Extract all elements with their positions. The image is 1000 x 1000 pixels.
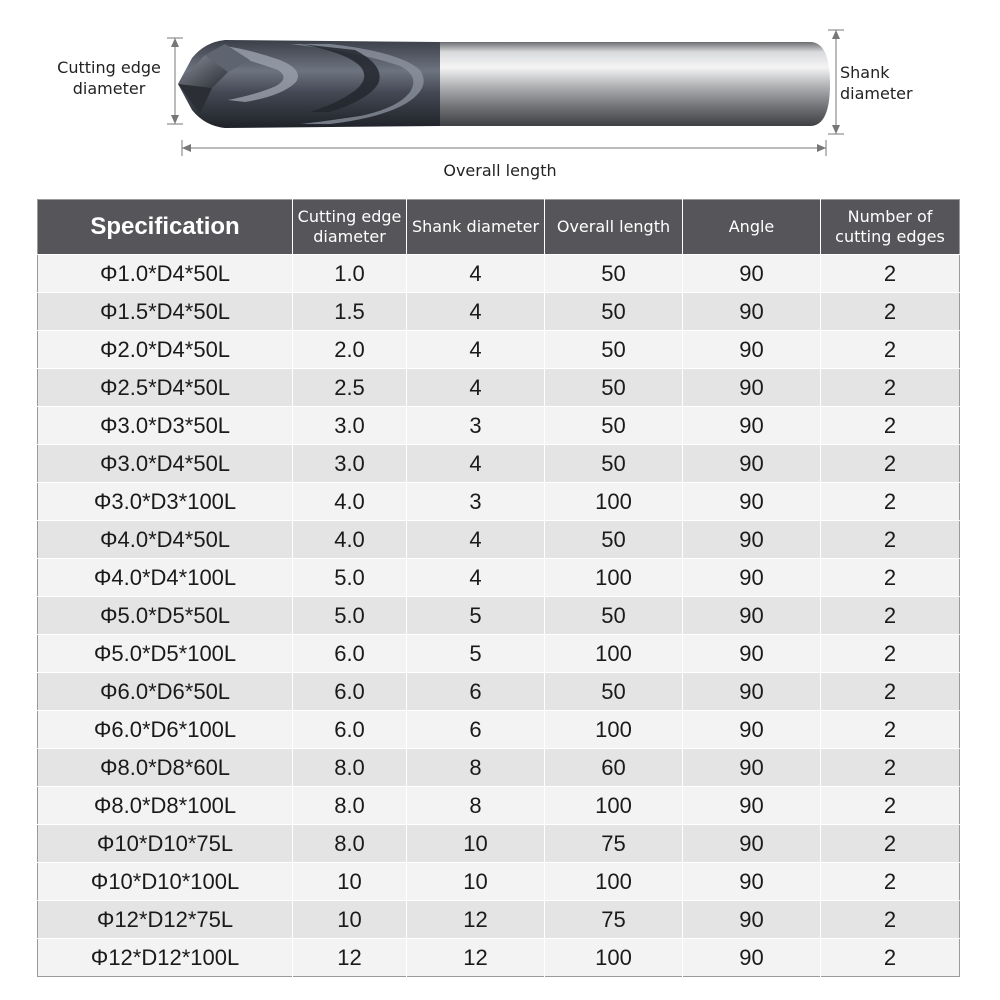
shank-diameter-cell: 6 bbox=[407, 673, 545, 711]
spec-cell: Φ3.0*D4*50L bbox=[38, 445, 293, 483]
overall-length-cell: 100 bbox=[545, 711, 683, 749]
shank-diameter-cell: 3 bbox=[407, 407, 545, 445]
overall-length-cell: 50 bbox=[545, 331, 683, 369]
cutting-edges-cell: 2 bbox=[821, 255, 960, 293]
table-row bbox=[38, 369, 960, 407]
angle-cell: 90 bbox=[683, 749, 821, 787]
shank-diameter-cell: 6 bbox=[407, 711, 545, 749]
shank-diameter-cell: 4 bbox=[407, 521, 545, 559]
table-row bbox=[38, 521, 960, 559]
overall-length-cell: 50 bbox=[545, 521, 683, 559]
shank-diameter-cell: 4 bbox=[407, 331, 545, 369]
tool-diagram bbox=[0, 0, 1000, 195]
cutting-head bbox=[178, 40, 440, 128]
angle-cell: 90 bbox=[683, 863, 821, 901]
shank-diameter-cell: 3 bbox=[407, 483, 545, 521]
angle-cell: 90 bbox=[683, 559, 821, 597]
cutting-edge-diameter-cell: 1.0 bbox=[293, 255, 407, 293]
header-cutting-edge-diameter: Cutting edge diameter bbox=[293, 200, 407, 255]
table-row bbox=[38, 863, 960, 901]
cutting-edge-diameter-cell: 2.0 bbox=[293, 331, 407, 369]
overall-length-cell: 50 bbox=[545, 369, 683, 407]
cutting-edge-diameter-cell: 6.0 bbox=[293, 673, 407, 711]
cutting-edges-cell: 2 bbox=[821, 369, 960, 407]
cutting-edges-cell: 2 bbox=[821, 863, 960, 901]
overall-length-cell: 75 bbox=[545, 825, 683, 863]
table-row bbox=[38, 901, 960, 939]
cutting-edges-cell: 2 bbox=[821, 483, 960, 521]
table-row bbox=[38, 711, 960, 749]
table-row bbox=[38, 293, 960, 331]
spec-cell: Φ6.0*D6*50L bbox=[38, 673, 293, 711]
cutting-edge-diameter-cell: 1.5 bbox=[293, 293, 407, 331]
cutting-edge-diameter-cell: 8.0 bbox=[293, 787, 407, 825]
table-row bbox=[38, 483, 960, 521]
spec-cell: Φ8.0*D8*60L bbox=[38, 749, 293, 787]
cutting-edge-diameter-cell: 10 bbox=[293, 863, 407, 901]
shank-diameter-cell: 4 bbox=[407, 559, 545, 597]
angle-cell: 90 bbox=[683, 445, 821, 483]
spec-cell: Φ12*D12*75L bbox=[38, 901, 293, 939]
cutting-edge-diameter-cell: 3.0 bbox=[293, 445, 407, 483]
cutting-edge-diameter-cell: 10 bbox=[293, 901, 407, 939]
spec-cell: Φ5.0*D5*50L bbox=[38, 597, 293, 635]
cutting-edge-diameter-cell: 5.0 bbox=[293, 597, 407, 635]
cutting-edges-cell: 2 bbox=[821, 559, 960, 597]
shank-diameter-cell: 4 bbox=[407, 445, 545, 483]
table-row bbox=[38, 597, 960, 635]
cutting-edges-cell: 2 bbox=[821, 901, 960, 939]
shank-diameter-cell: 4 bbox=[407, 293, 545, 331]
angle-cell: 90 bbox=[683, 635, 821, 673]
cutting-edge-diameter-cell: 6.0 bbox=[293, 711, 407, 749]
overall-length-cell: 50 bbox=[545, 407, 683, 445]
angle-cell: 90 bbox=[683, 331, 821, 369]
header-shank-diameter: Shank diameter bbox=[407, 200, 545, 255]
cutting-edges-cell: 2 bbox=[821, 407, 960, 445]
cutting-edges-cell: 2 bbox=[821, 635, 960, 673]
cutting-edges-cell: 2 bbox=[821, 597, 960, 635]
angle-cell: 90 bbox=[683, 407, 821, 445]
overall-length-cell: 100 bbox=[545, 559, 683, 597]
table-body bbox=[38, 255, 960, 977]
table-row bbox=[38, 673, 960, 711]
table-header-row bbox=[38, 200, 960, 255]
overall-length-cell: 50 bbox=[545, 597, 683, 635]
overall-length-cell: 100 bbox=[545, 787, 683, 825]
overall-length-cell: 50 bbox=[545, 445, 683, 483]
cutting-edges-cell: 2 bbox=[821, 711, 960, 749]
header-overall-length: Overall length bbox=[545, 200, 683, 255]
angle-cell: 90 bbox=[683, 673, 821, 711]
spec-cell: Φ2.0*D4*50L bbox=[38, 331, 293, 369]
overall-length-cell: 100 bbox=[545, 863, 683, 901]
overall-length-cell: 50 bbox=[545, 673, 683, 711]
spec-cell: Φ3.0*D3*100L bbox=[38, 483, 293, 521]
overall-length-cell: 100 bbox=[545, 483, 683, 521]
angle-cell: 90 bbox=[683, 901, 821, 939]
overall-length-cell: 60 bbox=[545, 749, 683, 787]
overall-length-cell: 75 bbox=[545, 901, 683, 939]
header-angle: Angle bbox=[683, 200, 821, 255]
shank bbox=[438, 42, 830, 126]
angle-cell: 90 bbox=[683, 939, 821, 977]
cutting-edge-diameter-cell: 4.0 bbox=[293, 521, 407, 559]
spec-cell: Φ12*D12*100L bbox=[38, 939, 293, 977]
cutting-edge-diameter-cell: 6.0 bbox=[293, 635, 407, 673]
spec-cell: Φ4.0*D4*100L bbox=[38, 559, 293, 597]
shank-diameter-label: Shank diameter bbox=[840, 63, 913, 103]
angle-cell: 90 bbox=[683, 369, 821, 407]
overall-length-cell: 50 bbox=[545, 255, 683, 293]
cutting-edges-cell: 2 bbox=[821, 787, 960, 825]
cutting-edge-diameter-cell: 8.0 bbox=[293, 825, 407, 863]
cutting-edges-cell: 2 bbox=[821, 673, 960, 711]
cutting-edges-cell: 2 bbox=[821, 825, 960, 863]
cutting-edge-diameter-cell: 4.0 bbox=[293, 483, 407, 521]
angle-cell: 90 bbox=[683, 597, 821, 635]
spec-cell: Φ5.0*D5*100L bbox=[38, 635, 293, 673]
angle-cell: 90 bbox=[683, 483, 821, 521]
table-row bbox=[38, 825, 960, 863]
table-row bbox=[38, 635, 960, 673]
cutting-edge-diameter-cell: 8.0 bbox=[293, 749, 407, 787]
shank-diameter-cell: 5 bbox=[407, 597, 545, 635]
spec-cell: Φ3.0*D3*50L bbox=[38, 407, 293, 445]
shank-diameter-cell: 4 bbox=[407, 369, 545, 407]
cutting-edges-cell: 2 bbox=[821, 293, 960, 331]
overall-length-dimension bbox=[182, 140, 826, 156]
table-row bbox=[38, 255, 960, 293]
table-row bbox=[38, 787, 960, 825]
spec-cell: Φ2.5*D4*50L bbox=[38, 369, 293, 407]
shank-diameter-cell: 5 bbox=[407, 635, 545, 673]
shank-diameter-cell: 8 bbox=[407, 749, 545, 787]
shank-diameter-cell: 4 bbox=[407, 255, 545, 293]
spec-cell: Φ10*D10*75L bbox=[38, 825, 293, 863]
cutting-edge-diameter-label: Cutting edge diameter bbox=[57, 58, 161, 98]
table-row bbox=[38, 749, 960, 787]
header-number-of-cutting-edges: Number of cutting edges bbox=[821, 200, 960, 255]
angle-cell: 90 bbox=[683, 293, 821, 331]
specification-table bbox=[37, 199, 960, 977]
cutting-edge-diameter-cell: 3.0 bbox=[293, 407, 407, 445]
header-specification: Specification bbox=[38, 200, 293, 255]
table-row bbox=[38, 331, 960, 369]
shank-diameter-cell: 12 bbox=[407, 939, 545, 977]
cutting-edges-cell: 2 bbox=[821, 331, 960, 369]
table-row bbox=[38, 445, 960, 483]
spec-cell: Φ1.5*D4*50L bbox=[38, 293, 293, 331]
shank-diameter-cell: 8 bbox=[407, 787, 545, 825]
cutting-edge-diameter-cell: 5.0 bbox=[293, 559, 407, 597]
shank-diameter-cell: 12 bbox=[407, 901, 545, 939]
spec-cell: Φ4.0*D4*50L bbox=[38, 521, 293, 559]
angle-cell: 90 bbox=[683, 521, 821, 559]
cutting-edges-cell: 2 bbox=[821, 749, 960, 787]
table-row bbox=[38, 559, 960, 597]
cutting-edge-diameter-cell: 12 bbox=[293, 939, 407, 977]
table-row bbox=[38, 939, 960, 977]
spec-cell: Φ1.0*D4*50L bbox=[38, 255, 293, 293]
cutting-edges-cell: 2 bbox=[821, 939, 960, 977]
overall-length-cell: 100 bbox=[545, 939, 683, 977]
cutting-edges-cell: 2 bbox=[821, 445, 960, 483]
shank-diameter-cell: 10 bbox=[407, 863, 545, 901]
table-row bbox=[38, 407, 960, 445]
spec-cell: Φ8.0*D8*100L bbox=[38, 787, 293, 825]
overall-length-cell: 50 bbox=[545, 293, 683, 331]
overall-length-label: Overall length bbox=[443, 161, 557, 180]
overall-length-cell: 100 bbox=[545, 635, 683, 673]
angle-cell: 90 bbox=[683, 825, 821, 863]
angle-cell: 90 bbox=[683, 255, 821, 293]
shank-diameter-cell: 10 bbox=[407, 825, 545, 863]
cutting-edges-cell: 2 bbox=[821, 521, 960, 559]
angle-cell: 90 bbox=[683, 787, 821, 825]
spec-cell: Φ6.0*D6*100L bbox=[38, 711, 293, 749]
cutting-edge-diameter-cell: 2.5 bbox=[293, 369, 407, 407]
angle-cell: 90 bbox=[683, 711, 821, 749]
spec-cell: Φ10*D10*100L bbox=[38, 863, 293, 901]
